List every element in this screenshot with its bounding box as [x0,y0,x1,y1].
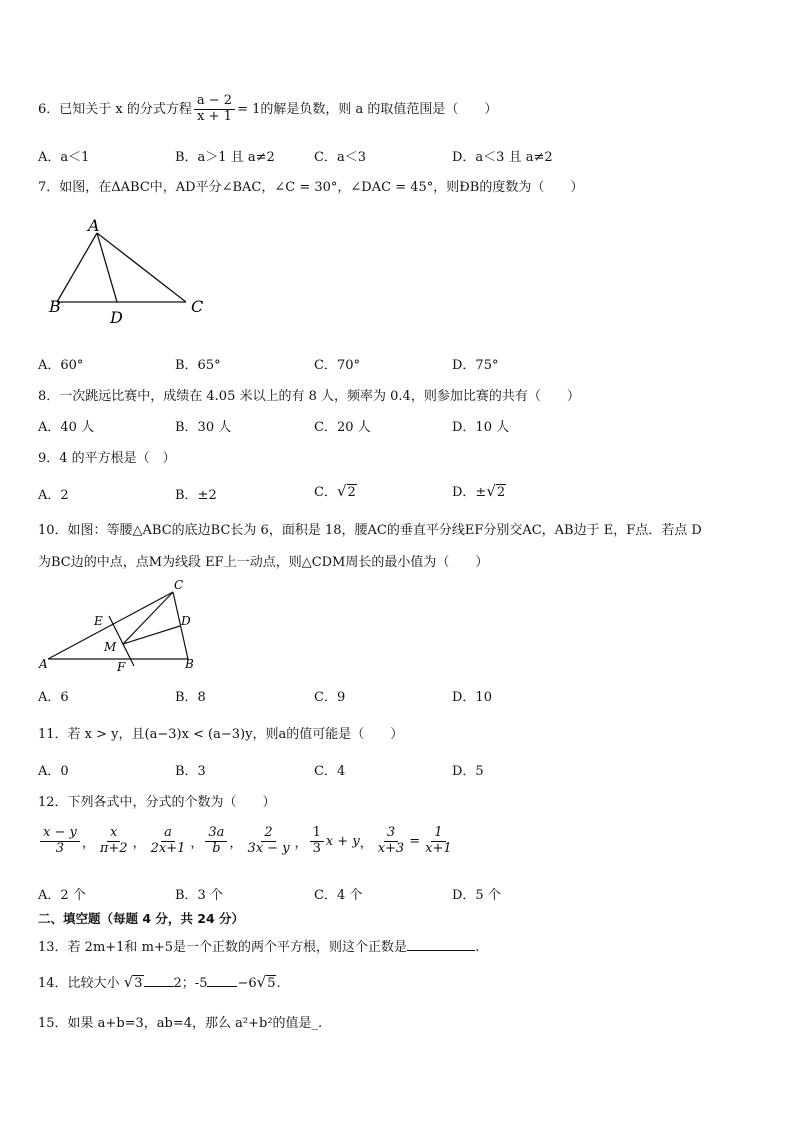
q14-post: . [276,976,281,991]
q7-option-a: A．60° [38,358,84,373]
q9-option-c-radicand: 2 [347,485,356,500]
q7-stem: 7．如图，在ΔABC中，AD平分∠BAC，∠C = 30°，∠DAC = 45°，则ÐB的度数为（ ） [38,180,584,195]
q14-text: 14．比较大小 [38,976,124,991]
q12-expr-3 [148,826,189,857]
q12-expr-2-num: x [107,826,120,842]
q7-option-b: B．65° [175,358,221,373]
q12-expr-6-num: 1 [310,826,324,842]
q10-option-a: A．6 [38,690,69,705]
q8-option-c: C．20 人 [314,420,371,435]
q10-triangle-figure [36,578,201,676]
q12-expr-6-tail: x + y [325,833,360,849]
q12-sep-3: ， [190,835,204,851]
q12-expr-7-right [422,826,455,857]
q12-expr-8-den: x+1 [425,840,452,856]
q8-option-d: D．10 人 [452,420,510,435]
q12-option-b: B．3 个 [175,888,223,903]
q6-stem [38,94,497,125]
q9-option-c [314,481,357,500]
q7-side-ab [57,233,97,302]
q7-bisector-ad [97,233,117,302]
q7-side-ac [97,233,186,302]
q12-expr-5-den: 3x − y [247,840,290,856]
q12-expr-1-num: x − y [40,826,80,842]
q9-option-d-radicand: 2 [496,485,506,500]
q13 [38,936,479,955]
q12-expr-4-num: 3a [205,826,227,842]
q6-option-c: C．a＜3 [314,150,366,165]
q7-label-c: C [191,297,204,316]
q12-sep-1: ， [81,835,95,851]
q9-stem: 9．4 的平方根是（ ） [38,451,176,466]
q14-radicand-1: 3 [134,976,143,991]
q6-stem-post: = 1的解是负数，则 a 的取值范围是（ ） [237,101,498,117]
q11-option-b: B．3 [175,764,206,779]
q7-label-b: B [49,297,61,316]
q9-option-a: A．2 [38,488,69,503]
q14-blank-1[interactable] [144,985,174,987]
q6-option-a: A．a＜1 [38,150,90,165]
q10-label-d: D [181,614,191,628]
q12-expr-5 [244,826,292,857]
q6-stem-pre: 6．已知关于 x 的分式方程 [38,101,192,117]
q12-option-d: D．5 个 [452,888,501,903]
q7-label-d: D [110,308,123,327]
q6-frac-num: a − 2 [194,94,235,110]
q9-option-d [452,481,506,500]
q13-post: . [475,940,480,955]
q12-sep-4: ， [229,835,243,851]
q12-expr-4 [205,826,227,857]
q6-fraction [194,94,235,125]
q12-expr-6-den: 3 [312,840,321,856]
q7-option-d: D．75° [452,358,499,373]
q12-option-a: A．2 个 [38,888,86,903]
q9-option-c-radical-icon: √ [336,482,347,500]
q12-expr-6 [310,826,324,857]
q9-option-d-radical-icon: √ [486,482,496,500]
q10-label-f: F [117,660,126,674]
q11-option-c: C．4 [314,764,346,779]
q7-triangle-figure [40,212,220,330]
q6-frac-den: x + 1 [197,108,232,124]
q15-text: 15．如果 a+b=3，ab=4，那么 a²+b²的值是_. [38,1016,323,1031]
q6-option-b: B．a＞1 且 a≠2 [175,150,275,165]
q10-label-c: C [174,578,184,592]
q14-blank-2[interactable] [207,985,237,987]
q11-stem: 11．若 x > y，且(a−3)x < (a−3)y，则a的值可能是（ ） [38,727,404,742]
q9-option-c-label: C． [314,485,337,500]
q12-expr-7-den: x+3 [377,840,405,856]
q12-option-c: C．4 个 [314,888,363,903]
q12-expr-7-num: 3 [384,826,398,842]
q8-option-b: B．30 人 [175,420,232,435]
q6-option-d: D．a＜3 且 a≠2 [452,150,553,165]
q9-option-d-label: D．± [452,485,487,500]
q10-stem-line1: 10．如图：等腰△ABC的底边BC长为 6，面积是 18，腰AC的垂直平分线EF分别交AC，AB边于 E，F点．若点 D [38,523,702,538]
q12-expr-1 [40,826,80,857]
q8-option-a: A．40 人 [38,420,95,435]
q14-radicand-2: 5 [267,976,276,991]
q12-sep-5: ， [294,835,308,851]
q12-expr-2-den: π+2 [99,840,128,856]
q12-expr-4-den: b [212,840,221,856]
section-fill-in-heading: 二、填空题（每题 4 分，共 24 分） [38,911,245,926]
q7-option-c: C．70° [314,358,360,373]
q12-expr-5-num: 2 [261,826,275,842]
q12-stem: 12．下列各式中，分式的个数为（ ） [38,795,276,810]
q14-mid: 2；-5 [173,976,208,991]
q11-option-a: A．0 [38,764,69,779]
q12-expr-3-num: a [161,826,175,842]
q10-label-a: A [39,657,48,671]
q12-expr-1-den: 3 [55,840,65,856]
q12-expr-2 [97,826,131,857]
q11-option-d: D．5 [452,764,484,779]
q12-sep-2: ， [132,835,146,851]
q10-option-d: D．10 [452,690,492,705]
q12-expr-7-left [375,826,408,857]
q10-label-b: B [185,657,194,671]
q12-expr-8-num: 1 [431,826,445,842]
q7-label-a: A [88,216,100,235]
q10-option-c: C．9 [314,690,346,705]
q8-stem: 8．一次跳远比赛中，成绩在 4.05 米以上的有 8 人，频率为 0.4，则参加比赛的共有（ ） [38,389,580,404]
q10-label-e: E [94,614,103,628]
q14-neg: −6 [237,976,257,991]
q12-expressions [38,826,457,857]
q14 [38,972,281,991]
q10-label-m: M [104,640,117,654]
q12-sep-6: ， [359,835,373,851]
q12-equals-sign: = [409,833,421,849]
q9-option-b: B．±2 [175,488,217,503]
q14-radical-icon-2: √ [256,973,267,991]
q14-radical-icon-1: √ [123,973,134,991]
q13-text: 13．若 2m+1和 m+5是一个正数的两个平方根，则这个正数是 [38,940,408,955]
q13-answer-blank[interactable] [407,949,475,951]
q10-option-b: B．8 [175,690,206,705]
q10-stem-line2: 为BC边的中点，点M为线段 EF上一动点，则△CDM周长的最小值为（ ） [38,555,489,570]
q12-expr-3-den: 2x+1 [150,840,186,856]
